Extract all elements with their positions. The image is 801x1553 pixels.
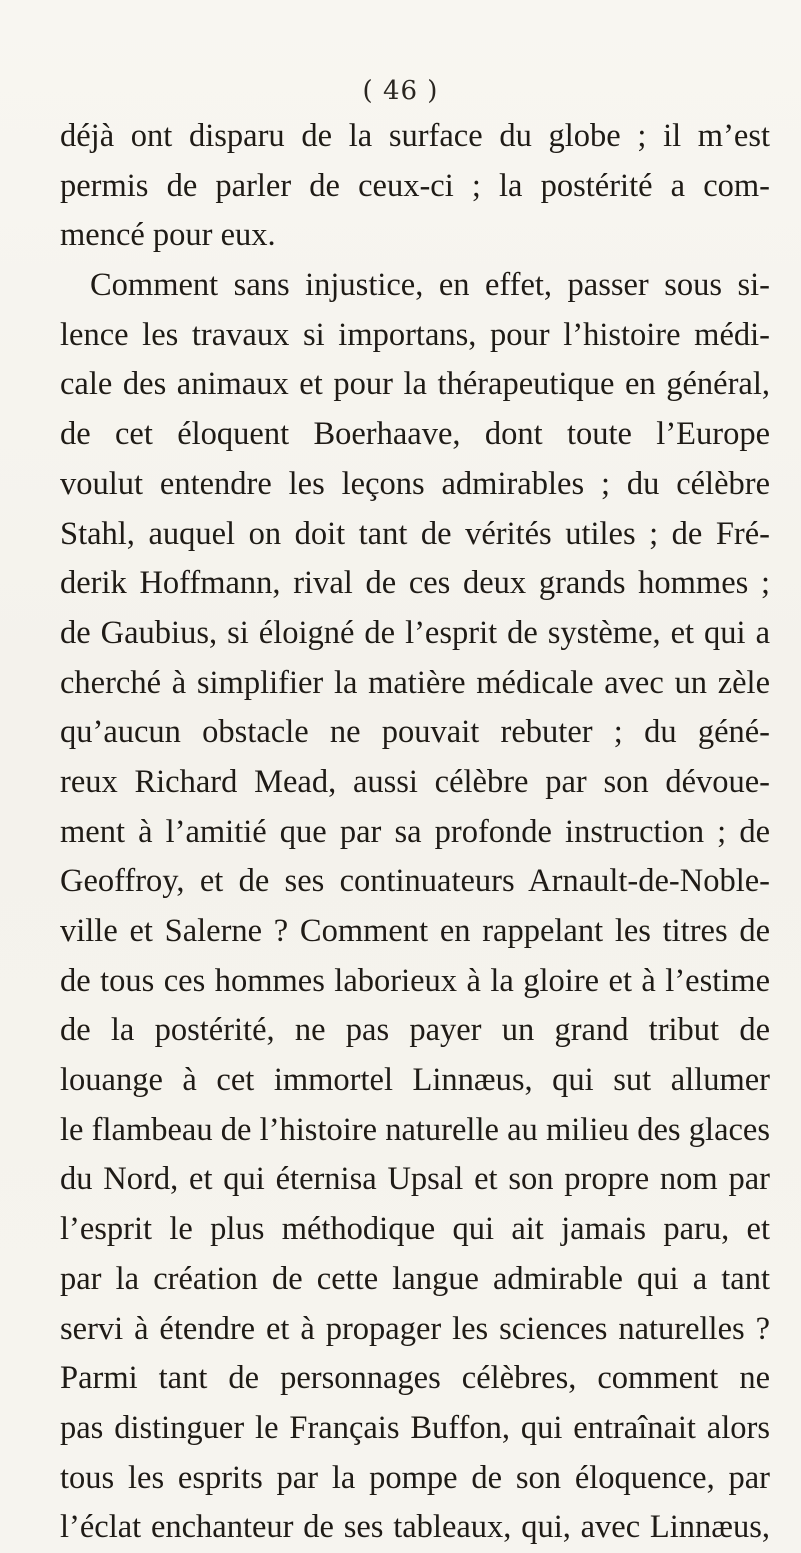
text-line: voulut entendre les leçons admirables ; du célèbre — [60, 465, 770, 502]
text-line: cherché à simplifier la matière médicale avec un zèle — [60, 664, 770, 701]
text-line: qu’aucun obstacle ne pouvait rebuter ; du géné- — [60, 714, 770, 751]
text-line: servi à étendre et à propager les sciences naturelles ? — [60, 1310, 770, 1347]
text-line: Stahl, auquel on doit tant de vérités utiles ; de Fré- — [60, 515, 770, 552]
text-line: Parmi tant de personnages célèbres, comment ne — [60, 1360, 770, 1397]
text-line: permis de parler de ceux-ci ; la postérité a com- — [60, 167, 770, 204]
text-line: le flambeau de l’histoire naturelle au milieu des glaces — [60, 1111, 770, 1148]
text-line: mencé pour eux. — [60, 217, 276, 254]
text-line: louange à cet immortel Linnæus, qui sut allumer — [60, 1062, 770, 1099]
text-line: de cet éloquent Boerhaave, dont toute l’Europe — [60, 416, 770, 453]
text-line: ville et Salerne ? Comment en rappelant les titres de — [60, 913, 770, 949]
text-line: derik Hoffmann, rival de ces deux grands hommes ; — [60, 565, 770, 602]
text-line: reux Richard Mead, aussi célèbre par son dévoue- — [60, 763, 770, 800]
text-line: par la création de cette langue admirable qui a tant — [60, 1260, 770, 1297]
page-number: ( 46 ) — [362, 76, 439, 106]
text-line: de la postérité, ne pas payer un grand tribut de — [60, 1012, 770, 1049]
text-line: Geoffroy, et de ses continuateurs Arnault-de-Noble- — [60, 863, 770, 900]
text-line: l’esprit le plus méthodique qui ait jamais paru, et — [60, 1211, 770, 1248]
text-line: lence les travaux si importans, pour l’histoire médi- — [60, 316, 770, 353]
text-line: de tous ces hommes laborieux à la gloire et à l’estime — [60, 962, 770, 999]
text-line: cale des animaux et pour la thérapeutique en général, — [60, 366, 770, 403]
text-line: du Nord, et qui éternisa Upsal et son propre nom par — [60, 1161, 770, 1198]
text-line: déjà ont disparu de la surface du globe ; il m’est — [60, 118, 770, 154]
text-line: pas distinguer le Français Buffon, qui entraînait alors — [60, 1409, 770, 1446]
text-line: Comment sans injustice, en effet, passer sous si- — [90, 267, 770, 304]
text-line: tous les esprits par la pompe de son éloquence, par — [60, 1459, 770, 1496]
text-line: ment à l’amitié que par sa profonde instruction ; de — [60, 813, 770, 850]
text-line: de Gaubius, si éloigné de l’esprit de système, et qui a — [60, 614, 770, 651]
body-text — [60, 112, 770, 1553]
text-line: l’éclat enchanteur de ses tableaux, qui, avec Linnæus, — [60, 1509, 770, 1546]
